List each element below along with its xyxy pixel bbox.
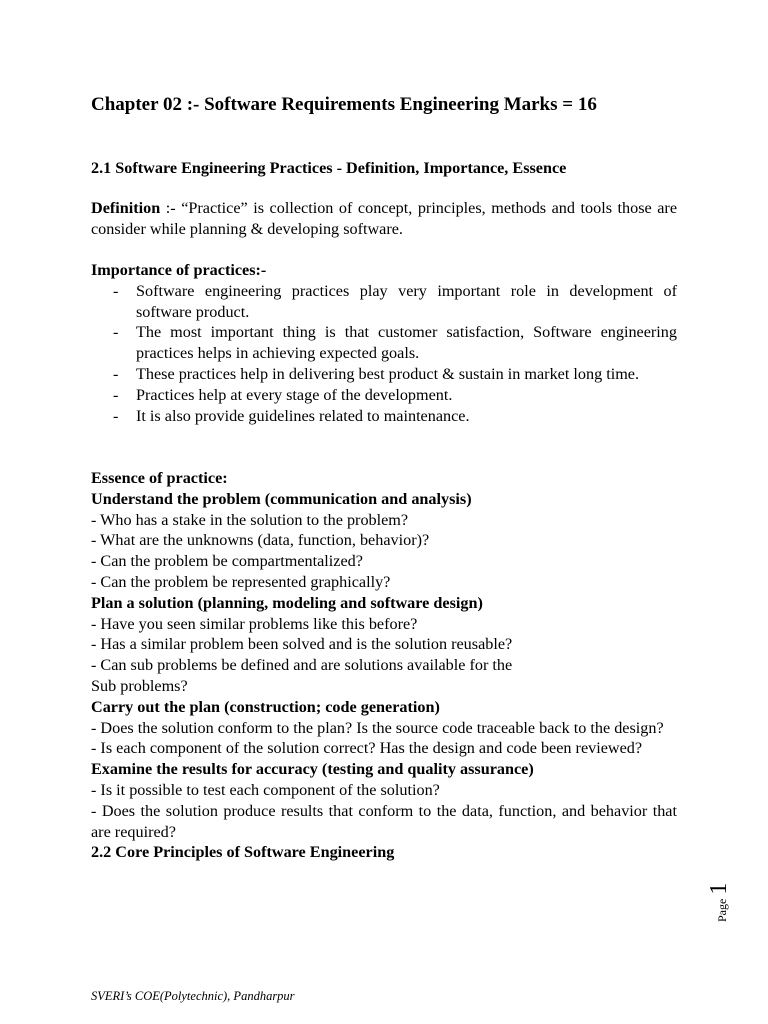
essence-question: - Does the solution conform to the plan? Is the source code traceable back to the design?	[91, 718, 664, 737]
essence-question: - What are the unknowns (data, function, behavior)?	[91, 531, 430, 550]
essence-section	[91, 468, 677, 863]
essence-question: - Has a similar problem been solved and is the solution reusable?	[91, 635, 513, 654]
essence-question: - Does the solution produce results that conform to the data, function, and behavior that are required?	[91, 801, 677, 841]
essence-subheading: 2.2 Core Principles of Software Engineering	[91, 843, 395, 862]
essence-subheading: Carry out the plan (construction; code generation)	[91, 697, 440, 716]
essence-question: - Is it possible to test each component of the solution?	[91, 780, 440, 799]
essence-question: - Can sub problems be defined and are solutions available for the	[91, 656, 513, 675]
essence-question: - Have you seen similar problems like this before?	[91, 614, 418, 633]
page-label: Page	[715, 898, 729, 922]
definition-term: Definition	[91, 199, 161, 217]
essence-question: - Can the problem be compartmentalized?	[91, 552, 363, 571]
essence-subheading: Understand the problem (communication and analysis)	[91, 489, 472, 508]
page-number-value: 1	[706, 882, 732, 895]
essence-question: - Who has a stake in the solution to the problem?	[91, 510, 409, 529]
footer-institution: SVERI’s COE(Polytechnic), Pandharpur	[91, 989, 295, 1003]
list-item: - It is also provide guidelines related to maintenance.	[113, 406, 470, 425]
importance-heading: Importance of practices:-	[91, 261, 267, 279]
list-item: - These practices help in delivering best product & sustain in market long time.	[113, 364, 640, 383]
page-number	[706, 870, 730, 930]
chapter-title: Chapter 02 :- Software Requirements Engineering Marks = 16	[91, 94, 597, 115]
importance-list	[91, 281, 677, 427]
essence-lines	[91, 489, 677, 863]
essence-subheading: Examine the results for accuracy (testing and quality assurance)	[91, 760, 534, 779]
list-item: - The most important thing is that customer satisfaction, Software engineering practices helps in achieving expected goals.	[113, 323, 677, 363]
essence-question: - Is each component of the solution correct? Has the design and code been reviewed?	[91, 739, 643, 758]
definition-text: :- “Practice” is collection of concept, principles, methods and tools those are consider while planning & developing software.	[91, 199, 677, 238]
section-heading-2-1: 2.1 Software Engineering Practices - Definition, Importance, Essence	[91, 159, 567, 177]
list-item: - Software engineering practices play very important role in development of software product.	[113, 281, 677, 321]
essence-question: Sub problems?	[91, 676, 188, 695]
essence-question: - Can the problem be represented graphically?	[91, 572, 391, 591]
list-item: - Practices help at every stage of the development.	[113, 385, 453, 404]
essence-subheading: Plan a solution (planning, modeling and software design)	[91, 593, 483, 612]
importance-section	[91, 260, 677, 426]
definition-paragraph	[91, 198, 677, 240]
essence-heading: Essence of practice:	[91, 469, 228, 487]
